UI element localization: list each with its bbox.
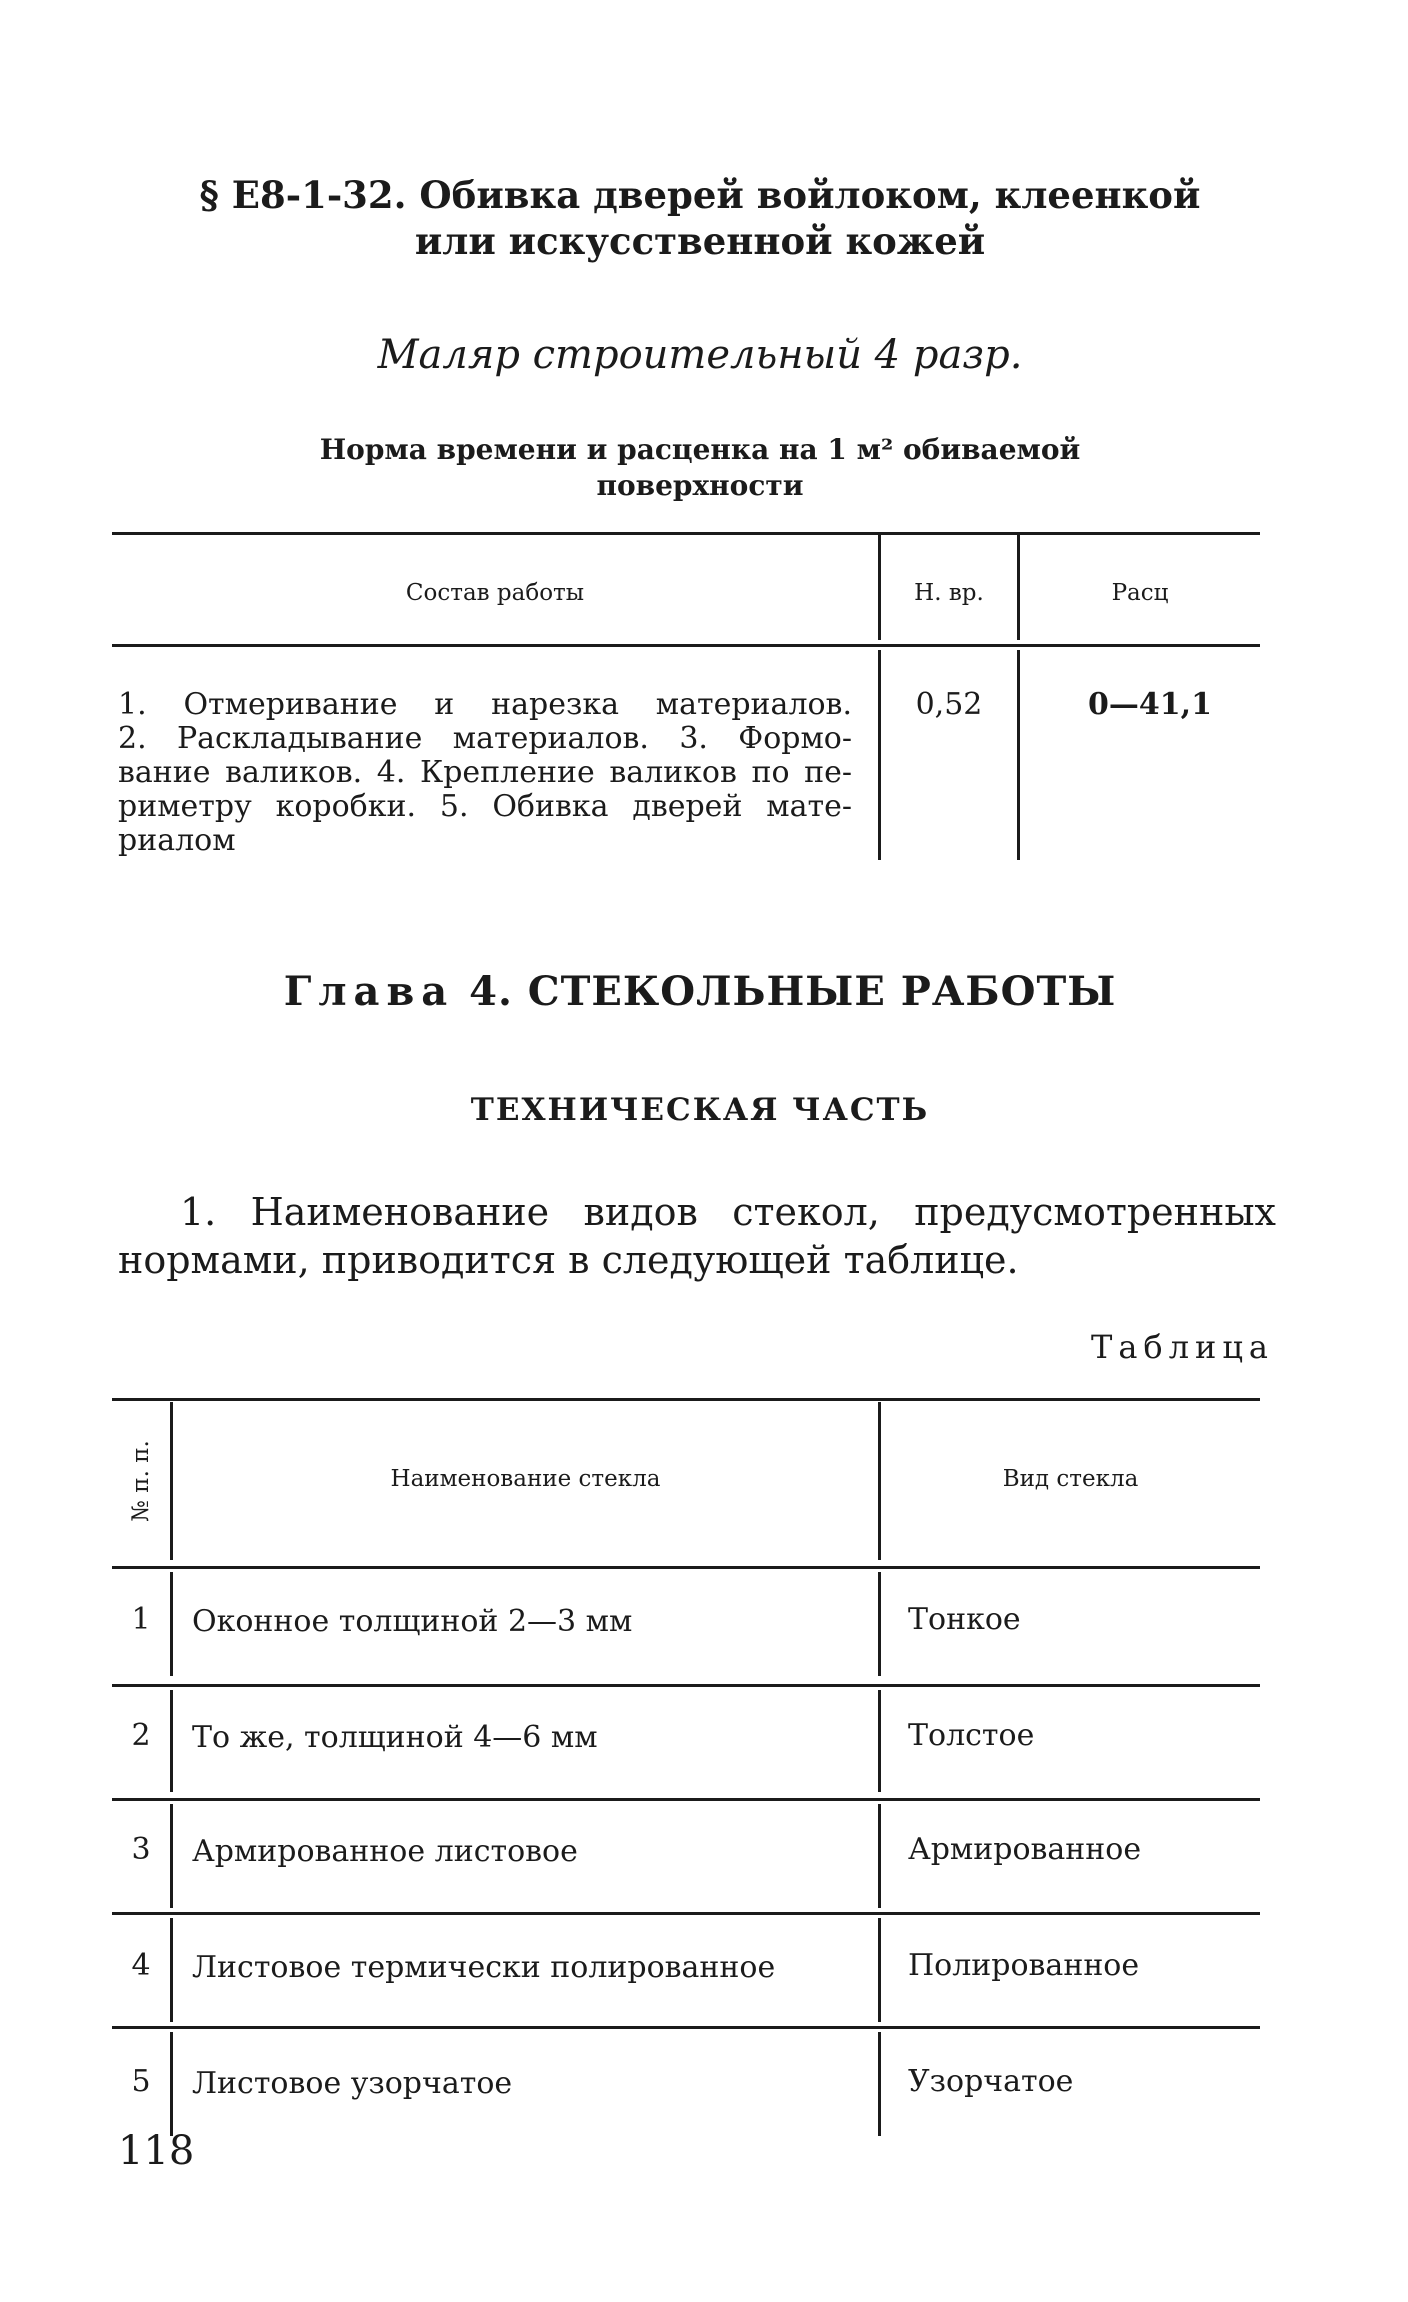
glass-name: Армированное листовое bbox=[192, 1834, 578, 1869]
glass-kind: Тонкое bbox=[908, 1602, 1021, 1637]
table-header-rule bbox=[112, 644, 1260, 647]
norm-caption-line1: Норма времени и расценка на 1 м² обиваемой bbox=[319, 433, 1081, 466]
chapter-title: 4. СТЕКОЛЬНЫЕ РАБОТЫ bbox=[469, 968, 1117, 1015]
chapter-heading bbox=[120, 968, 1280, 1015]
header-number-cell bbox=[112, 1402, 170, 1560]
chapter-prefix: Глава bbox=[283, 968, 455, 1015]
table-col-divider bbox=[170, 1918, 173, 2022]
section-title-line1: § Е8-1-32. Обивка дверей войлоком, клеенкой bbox=[199, 173, 1201, 217]
glass-kind: Армированное bbox=[908, 1832, 1142, 1867]
row-number: 5 bbox=[131, 2064, 151, 2099]
table-col-divider bbox=[170, 1572, 173, 1676]
header-norm-time: Н. вр. bbox=[914, 580, 984, 606]
table-col-divider bbox=[878, 1690, 881, 1792]
glass-name: То же, толщиной 4—6 мм bbox=[192, 1720, 598, 1755]
page-number: 118 bbox=[118, 2128, 195, 2174]
section-title bbox=[120, 172, 1280, 264]
header-rate: Расц bbox=[1111, 580, 1169, 606]
row-number: 4 bbox=[131, 1948, 151, 1983]
rate-value: 0—41,1 bbox=[1088, 687, 1212, 722]
section-title-line2: или искусственной кожей bbox=[414, 219, 986, 263]
norm-time-value: 0,52 bbox=[915, 687, 983, 722]
glass-name: Листовое термически полированное bbox=[192, 1950, 776, 1985]
header-number: № п. п. bbox=[128, 1440, 155, 1522]
table-col-divider bbox=[1017, 650, 1020, 860]
table-top-rule bbox=[112, 1398, 1260, 1401]
glass-name: Оконное толщиной 2—3 мм bbox=[192, 1604, 633, 1639]
work-composition-text: 1. Отмеривание и нарезка материалов. 2. Раскладывание материалов. 3. Формо- вание валиков. 4. Крепление валиков по пе- риметру коробки. 5. Обивка дверей мате- риалом bbox=[118, 687, 852, 858]
table-col-divider bbox=[878, 650, 881, 860]
table-col-divider bbox=[878, 1918, 881, 2022]
row-rule bbox=[112, 2026, 1260, 2029]
worker-category: Маляр строительный 4 разр. bbox=[377, 332, 1023, 378]
table-label: Таблица bbox=[1091, 1328, 1274, 1366]
glass-name: Листовое узорчатое bbox=[192, 2066, 513, 2101]
glass-kind: Узорчатое bbox=[908, 2064, 1074, 2099]
table-col-divider bbox=[878, 2032, 881, 2136]
technical-part-heading: ТЕХНИЧЕСКАЯ ЧАСТЬ bbox=[470, 1092, 930, 1128]
row-number: 1 bbox=[131, 1602, 151, 1637]
table-col-divider bbox=[170, 2032, 173, 2136]
table-top-rule bbox=[112, 532, 1260, 535]
glass-kind: Полированное bbox=[908, 1948, 1140, 1983]
row-rule bbox=[112, 1566, 1260, 1569]
table-col-divider bbox=[878, 1804, 881, 1908]
header-work-composition: Состав работы bbox=[405, 580, 585, 606]
glass-kind: Толстое bbox=[908, 1718, 1035, 1753]
norm-caption bbox=[180, 432, 1220, 504]
table-col-divider bbox=[878, 1572, 881, 1676]
row-rule bbox=[112, 1684, 1260, 1687]
header-glass-kind: Вид стекла bbox=[1002, 1466, 1139, 1492]
intro-paragraph: 1. Наименование видов стекол, предусмотренных нормами, приводится в следующей таблице. bbox=[118, 1190, 1276, 1282]
row-number: 3 bbox=[131, 1832, 151, 1867]
table-col-divider bbox=[170, 1690, 173, 1792]
table-col-divider bbox=[170, 1804, 173, 1908]
header-glass-name: Наименование стекла bbox=[390, 1466, 661, 1492]
row-rule bbox=[112, 1798, 1260, 1801]
norm-caption-line2: поверхности bbox=[596, 469, 804, 502]
row-number: 2 bbox=[131, 1718, 151, 1753]
row-rule bbox=[112, 1912, 1260, 1915]
